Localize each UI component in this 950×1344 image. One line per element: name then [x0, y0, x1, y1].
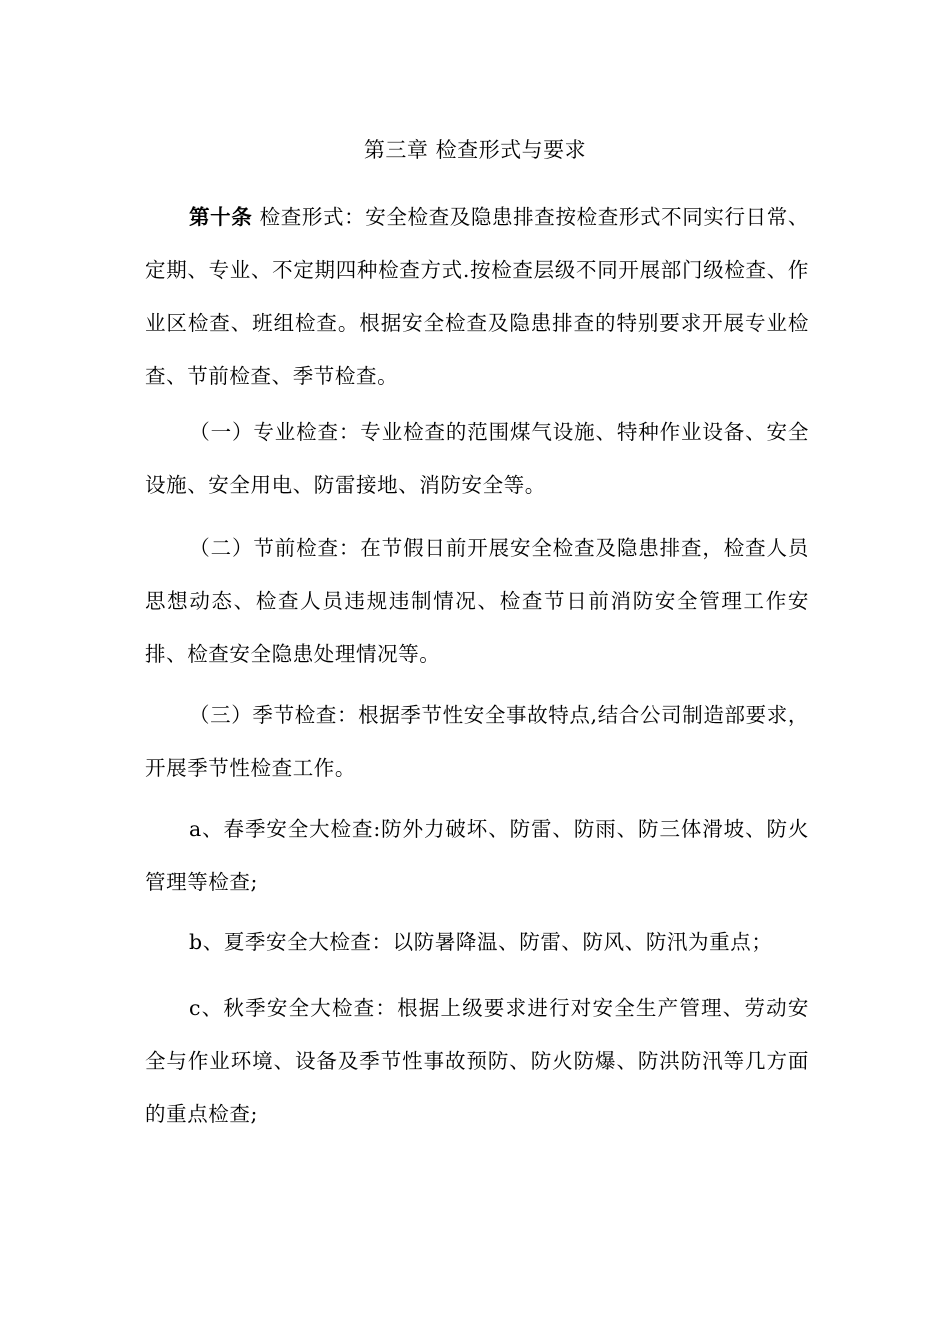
article-text: 检查形式：安全检查及隐患排查按检查形式不同实行日常、定期、专业、不定期四种检查方式.按检查层级不同开展部门级检查、作业区检查、班组检查。根据安全检查及隐患排查的特别要求开展专业检查、节前检查、季节检查。: [145, 205, 809, 388]
paragraph-seasonal-inspection: [145, 689, 809, 795]
paragraph-professional-inspection: [145, 406, 809, 512]
paragraph-text: （三）季节检查：根据季节性安全事故特点,结合公司制造部要求，开展季节性检查工作。: [145, 703, 809, 780]
paragraph-text: c、秋季安全大检查：根据上级要求进行对安全生产管理、劳动安全与作业环境、设备及季节性事故预防、防火防爆、防洪防汛等几方面的重点检查;: [145, 996, 809, 1126]
paragraph-text: （二）节前检查：在节假日前开展安全检查及隐患排查，检查人员思想动态、检查人员违规违制情况、检查节日前消防安全管理工作安排、检查安全隐患处理情况等。: [145, 536, 809, 666]
paragraph-text: a、春季安全大检查:防外力破坏、防雷、防雨、防三体滑坡、防火管理等检查;: [145, 817, 809, 894]
paragraph-text: b、夏季安全大检查：以防暑降温、防雷、防风、防汛为重点；: [189, 930, 773, 954]
paragraph-pre-holiday-inspection: [145, 522, 809, 681]
paragraph-spring-inspection: [145, 803, 809, 909]
chapter-title: 第三章 检查形式与要求: [363, 138, 587, 162]
paragraph-autumn-inspection: [145, 982, 809, 1141]
paragraph-summer-inspection: [145, 916, 809, 969]
paragraph-text: （一）专业检查：专业检查的范围煤气设施、特种作业设备、安全设施、安全用电、防雷接地、消防安全等。: [145, 420, 809, 497]
article-label: 第十条: [189, 205, 253, 229]
article-paragraph: [145, 191, 809, 403]
